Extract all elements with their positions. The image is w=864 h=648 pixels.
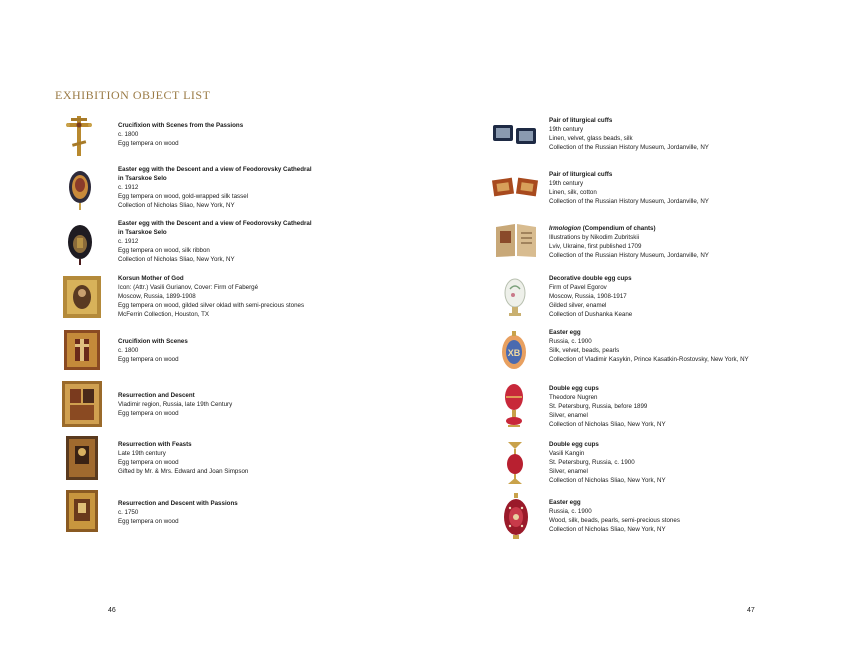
item-detail: c. 1912	[118, 183, 139, 191]
item-title: Crucifixion with Scenes from the Passions	[118, 122, 244, 129]
item-detail: c. 1912	[118, 237, 139, 245]
item-detail: St. Petersburg, Russia, c. 1900	[549, 458, 635, 466]
red-egg-cup-icon	[504, 440, 526, 486]
icon-panel-image	[66, 490, 98, 532]
item-title: Resurrection and Descent	[118, 392, 195, 399]
item-title: Easter egg	[549, 499, 581, 506]
left-page-number: 46	[108, 607, 116, 614]
item-detail: Egg tempera on wood	[118, 458, 179, 466]
item-detail: Russia, c. 1900	[549, 507, 592, 515]
item-detail: c. 1750	[118, 508, 139, 516]
item-detail: Collection of the Russian History Museum, Jordanville, NY	[549, 143, 709, 151]
painted-egg-icon	[66, 165, 94, 211]
right-page-number: 47	[747, 607, 755, 614]
item-detail: Gifted by Mr. & Mrs. Edward and Joan Simpson	[118, 467, 249, 475]
beaded-egg-icon	[500, 327, 528, 373]
item-detail: c. 1800	[118, 346, 139, 354]
item-detail: Collection of the Russian History Museum, Jordanville, NY	[549, 197, 709, 205]
item-title: Decorative double egg cups	[549, 275, 632, 282]
item-title: Easter egg with the Descent and a view of Feodorovsky Cathedral	[118, 166, 312, 173]
item-detail: Collection of Nicholas Sliao, New York, NY	[118, 255, 235, 263]
cross-icon	[62, 114, 96, 158]
item-detail: Collection of Nicholas Sliao, New York, NY	[549, 476, 666, 484]
item-detail: Linen, velvet, glass beads, silk	[549, 134, 633, 142]
item-detail: Firm of Pavel Egorov	[549, 283, 607, 291]
item-detail: c. 1800	[118, 130, 139, 138]
item-detail: Egg tempera on wood	[118, 409, 179, 417]
svg-text:XB: XB	[507, 348, 521, 358]
item-detail: Silver, enamel	[549, 411, 588, 419]
item-detail: Wood, silk, beads, pearls, semi-precious stones	[549, 516, 680, 524]
item-title: Pair of liturgical cuffs	[549, 171, 613, 178]
item-detail: Late 19th century	[118, 449, 166, 457]
item-detail: Collection of the Russian History Museum, Jordanville, NY	[549, 251, 709, 259]
item-detail: Theodore Nugren	[549, 393, 598, 401]
item-title-cont: in Tsarskoe Selo	[118, 174, 167, 182]
item-detail: St. Petersburg, Russia, before 1899	[549, 402, 648, 410]
item-title: Resurrection with Feasts	[118, 441, 192, 448]
item-detail: Egg tempera on wood, gold-wrapped silk tassel	[118, 192, 249, 200]
item-title-cont: in Tsarskoe Selo	[118, 228, 167, 236]
item-detail: Illustrations by Nikodim Zubritskii	[549, 233, 640, 241]
item-detail: Egg tempera on wood	[118, 517, 179, 525]
icon-panel-image	[63, 276, 101, 318]
item-detail: Lviv, Ukraine, first published 1709	[549, 242, 642, 250]
item-detail: Moscow, Russia, 1908-1917	[549, 292, 627, 300]
item-title: Easter egg	[549, 329, 581, 336]
item-detail: Collection of Nicholas Sliao, New York, NY	[118, 201, 235, 209]
book-icon	[494, 221, 538, 259]
jeweled-egg-icon	[502, 492, 530, 540]
item-title: Double egg cups	[549, 441, 599, 448]
item-detail: 19th century	[549, 125, 584, 133]
item-detail: Russia, c. 1900	[549, 337, 592, 345]
item-title: Korsun Mother of God	[118, 275, 184, 282]
item-detail: Collection of Nicholas Sliao, New York, NY	[549, 420, 666, 428]
item-detail: Gilded silver, enamel	[549, 301, 607, 309]
item-title	[549, 225, 709, 234]
item-title-italic: Irmologion	[549, 225, 581, 232]
item-title: Easter egg with the Descent and a view of Feodorovsky Cathedral	[118, 220, 312, 227]
icon-panel-image	[64, 330, 100, 370]
red-egg-cup-icon	[502, 381, 526, 429]
item-detail: Moscow, Russia, 1899-1908	[118, 292, 196, 300]
item-detail: 19th century	[549, 179, 584, 187]
item-title: Resurrection and Descent with Passions	[118, 500, 238, 507]
white-egg-icon	[502, 275, 528, 319]
cuffs-icon	[492, 122, 538, 148]
item-detail: Egg tempera on wood	[118, 355, 179, 363]
item-detail: Silk, velvet, beads, pearls	[549, 346, 620, 354]
icon-panel-image	[62, 381, 102, 427]
item-detail: Vladimir region, Russia, late 19th Century	[118, 400, 233, 408]
item-detail: Egg tempera on wood, gilded silver oklad with semi-precious stones	[118, 301, 305, 309]
dark-egg-icon	[65, 218, 95, 266]
item-detail: Collection of Vladimir Kasykin, Prince Kasatkin-Rostovsky, New York, NY	[549, 355, 749, 363]
item-detail: Collection of Dushanka Keane	[549, 310, 633, 318]
icon-panel-image	[66, 436, 98, 480]
item-detail: Icon: (Attr.) Vasili Gurianov, Cover: Firm of Fabergé	[118, 283, 259, 291]
item-detail: McFerrin Collection, Houston, TX	[118, 310, 210, 318]
cuffs-icon	[491, 175, 539, 199]
item-detail: Egg tempera on wood, silk ribbon	[118, 246, 210, 254]
item-title-rest: (Compendium of chants)	[580, 225, 656, 232]
item-detail: Egg tempera on wood	[118, 139, 179, 147]
item-title: Crucifixion with Scenes	[118, 338, 188, 345]
item-detail: Linen, silk, cotton	[549, 188, 597, 196]
item-title: Double egg cups	[549, 385, 599, 392]
item-title: Pair of liturgical cuffs	[549, 117, 613, 124]
page-title: EXHIBITION OBJECT LIST	[55, 88, 211, 102]
item-detail: Collection of Nicholas Sliao, New York, NY	[549, 525, 666, 533]
item-detail: Silver, enamel	[549, 467, 588, 475]
item-detail: Vasili Kangin	[549, 449, 585, 457]
